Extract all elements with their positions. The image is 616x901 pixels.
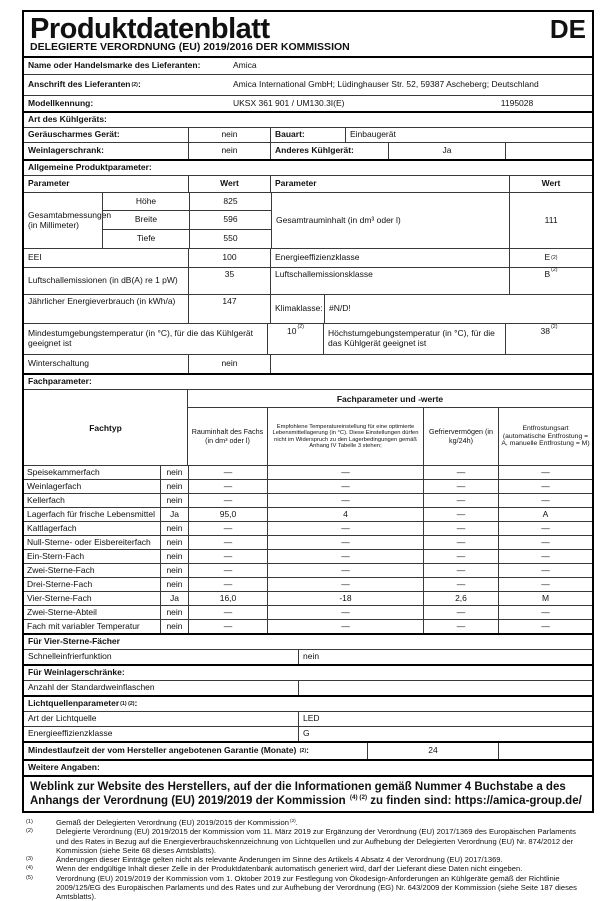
compartment-present: nein [160,606,188,619]
manufacturer-weblink: Weblink zur Website des Herstellers, auf der die Informationen gemäß Nummer 4 Buchstabe a des Anhangs der Verordnung (EU) 2019/2019 der Kommission $^{(4) (2)}$ zu finden sind: https://amica-group.de/ [24,775,592,811]
table-row [24,479,592,493]
fast-freeze-value: nein [298,650,592,664]
footnote [26,855,586,864]
table-row [24,577,592,591]
compartment-temp: -18 [267,592,423,605]
compartment-label: Speisekammerfach [27,466,100,477]
footnote [26,818,586,827]
winter-setting-row [24,354,592,373]
compartment-freeze: — [423,606,498,619]
ambient-temp-row [24,323,592,354]
compartment-present: Ja [160,508,188,521]
noise-label: Luftschallemissionen (in dB(A) re 1 pW) [28,275,178,286]
supplier-address-row [24,74,592,95]
compartment-present: nein [160,494,188,507]
min-temp-label: Mindestumgebungstemperatur (in °C), für die das Kühlgerät geeignet ist [28,328,253,348]
compartment-volume: — [188,578,267,591]
max-temp-value: 38 (2) [505,324,592,354]
page-title: Produktdatenblatt [30,13,270,45]
table-row [24,549,592,563]
table-row [24,563,592,577]
compartment-present: nein [160,550,188,563]
dimensions-block [24,192,592,248]
compartment-volume: — [188,466,267,479]
compartment-freeze: 2,6 [423,592,498,605]
dim-value: 825 [189,193,271,210]
noise-row [24,267,592,294]
compartment-volume: 16,0 [188,592,267,605]
compartment-label: Null-Sterne- oder Eisbereiterfach [27,536,151,547]
compartment-freeze: — [423,508,498,521]
wine-bottles-row [24,680,592,695]
col-defrost-type: Entfrostungsart (automatische Entfrostung = A, manuelle Entfrostung = M) [498,408,592,465]
eei-row [24,248,592,267]
climate-class-label: Klimaklasse: [270,295,324,323]
table-row [24,605,592,619]
compartment-freeze: — [423,550,498,563]
compartment-present: Ja [160,592,188,605]
col-value-left: Wert [188,176,270,192]
compartment-defrost: — [498,522,592,535]
compartment-freeze: — [423,620,498,633]
section-compartments-heading: Fachparameter: [24,373,592,389]
wine-bottles-label: Anzahl der Standardweinflaschen [28,682,155,693]
light-class-value: G [298,727,592,741]
compartment-temp: — [267,480,423,493]
footnote-text: Wenn der endgültige Inhalt dieser Zelle in der Produktdatenbank automatisch generiert wird, darf der Lieferant diese Daten nicht eingeben. [56,864,523,874]
col-compartment-volume: Rauminhalt des Fachs (in dm³ oder l) [191,427,264,445]
footnotes [26,818,586,901]
compartment-freeze: — [423,536,498,549]
annual-energy-label: Jährlicher Energieverbrauch (in kWh/a) [28,296,176,306]
compartment-present: nein [160,536,188,549]
compartment-defrost: M [498,592,592,605]
footnote-marker: (1) [26,819,33,826]
min-temp-value: 10 (2) [267,324,323,354]
annual-energy-row [24,294,592,323]
noise-class-value: B (2) [509,268,592,294]
supplier-name-label: Name oder Handelsmarke des Lieferanten: [28,60,201,71]
eei-value: 100 [188,249,270,267]
compartment-present: nein [160,480,188,493]
compartment-defrost: A [498,508,592,521]
low-noise-value: nein [188,128,270,142]
guarantee-label: Mindestlaufzeit der vom Hersteller angebotenen Garantie (Monate) (2) : [28,745,309,756]
col-compartment-type: Fachtyp [89,422,122,433]
compartment-freeze: — [423,466,498,479]
col-freezing-capacity: Gefriervermögen (in kg/24h) [423,408,498,465]
general-header-row [24,175,592,192]
compartment-label: Vier-Sterne-Fach [27,592,92,603]
col-parameter-right: Parameter [270,176,509,192]
compartment-temp: — [267,578,423,591]
compartment-temp: — [267,620,423,633]
supplier-name-row [24,56,592,74]
compartment-volume: 95,0 [188,508,267,521]
col-value-right: Wert [509,176,592,192]
compartment-defrost: — [498,466,592,479]
other-appliance-value: Ja [388,143,505,159]
wine-bottles-value [298,681,592,695]
table-row [24,493,592,507]
compartment-volume: — [188,494,267,507]
model-value: UKSX 361 901 / UM130.3I(E) [233,97,345,108]
dim-name: Höhe [135,195,157,206]
empty-cell [498,743,592,759]
empty-cell [270,355,592,373]
footnote-text: Änderungen dieser Einträge gelten nicht als relevante Änderungen im Sinne des Artikels 4 Absatz 4 der Verordnung (EU) 2017/1369. [56,855,503,865]
section-additional-heading: Weitere Angaben: [24,759,592,775]
table-row [24,465,592,479]
fast-freeze-row [24,649,592,664]
compartment-temp: — [267,466,423,479]
supplier-name-value: Amica [233,60,257,71]
footnote-marker: (5) [26,874,33,881]
fast-freeze-label: Schnelleinfrierfunktion [28,651,112,662]
section-general-heading: Allgemeine Produktparameter: [24,159,592,175]
wine-storage-label: Weinlagerschrank: [28,145,104,156]
section-type-heading: Art des Kühlgeräts: [24,111,592,127]
section-light-heading [24,695,592,711]
compartment-present: nein [160,620,188,633]
compartment-volume: — [188,564,267,577]
manufacturer-url[interactable]: https://amica-group.de/ [454,795,582,808]
compartment-present: nein [160,564,188,577]
col-group-header: Fachparameter und -werte [188,390,592,408]
dim-name: Tiefe [136,233,156,244]
footnote-text: Gemäß der Delegierten Verordnung (EU) 2019/2015 der Kommission$^{(2)}$. [56,817,298,828]
energy-class-value: E (2) [509,249,592,267]
design-label: Bauart: [270,128,345,142]
noise-class-label: Luftschallemissionsklasse [270,268,509,294]
winter-setting-label: Winterschaltung [28,358,89,369]
light-type-row [24,711,592,726]
design-value: Einbaugerät [345,128,592,142]
other-appliance-label: Anderes Kühlgerät: [270,143,388,159]
footnote-marker: (4) [26,865,33,872]
section-four-star-heading: Für Vier-Sterne-Fächer [24,633,592,649]
compartment-temp: — [267,522,423,535]
table-row [24,619,592,633]
footnote-ref: (2) [290,817,296,823]
compartment-defrost: — [498,606,592,619]
footnote [26,827,586,855]
light-type-value: LED [298,712,592,726]
compartment-defrost: — [498,536,592,549]
wine-storage-row [24,142,592,159]
compartment-freeze: — [423,480,498,493]
compartment-present: nein [160,578,188,591]
supplier-address-value: Amica International GmbH; Lüdinghauser Str. 52, 59387 Ascheberg; Deutschland [233,79,539,90]
low-noise-label: Geräuscharmes Gerät: [28,129,120,140]
dim-value: 596 [189,211,271,229]
footnote [26,864,586,873]
compartment-freeze: — [423,494,498,507]
supplier-address-label: Anschrift des Lieferanten (2) : [28,79,141,90]
total-volume-label: Gesamtrauminhalt (in dm³ oder l) [271,193,509,248]
compartment-label: Zwei-Sterne-Abteil [27,606,97,617]
footnote-text: Delegierte Verordnung (EU) 2019/2015 der Kommission vom 11. März 2019 zur Ergänzung der Verordnung (EU) 2017/1369 des Europäischen Parlaments und des Rates in Bezug auf die Energieverbrauchskennzeichnung von Lichtquellen und zur Aufhebung der Delegierten Verordnung (EU) Nr. 874/2012 der Kommission (siehe Seite 68 dieses Amtsblatts). [56,827,576,855]
model-number: 1195028 [500,97,534,108]
low-noise-row [24,127,592,142]
col-parameter-left: Parameter [28,178,70,189]
dim-name: Breite [134,214,158,225]
footnote-marker: (3) [26,856,33,863]
light-heading: Lichtquellenparameter (1) (2) : [28,698,138,709]
compartment-defrost: — [498,564,592,577]
noise-value: 35 [188,268,270,294]
footnote-text: Verordnung (EU) 2019/2019 der Kommission vom 1. Oktober 2019 zur Festlegung von Ökodesign-Anforderungen an Kühlgeräte gemäß der Richtlinie 2009/125/EG des Europäischen Parlaments und des Rates und zur Aufhebung der Verordnung (EG) Nr. 643/2009 der Kommission (siehe Seite 187 dieses Amtsblatts). [56,873,577,901]
table-row [24,521,592,535]
compartment-freeze: — [423,522,498,535]
compartment-defrost: — [498,578,592,591]
compartment-label: Ein-Stern-Fach [27,550,85,561]
eei-label: EEI [28,252,42,263]
compartment-freeze: — [423,564,498,577]
compartment-temp: — [267,550,423,563]
light-type-label: Art der Lichtquelle [28,713,97,724]
compartment-defrost: — [498,620,592,633]
compartment-defrost: — [498,480,592,493]
model-row [24,95,592,111]
compartment-temp: — [267,494,423,507]
compartment-volume: — [188,606,267,619]
table-row [24,591,592,605]
compartment-defrost: — [498,494,592,507]
compartment-label: Kellerfach [27,494,65,505]
energy-class-label: Energieeffizienzklasse [270,249,509,267]
col-recommended-temp: Empfohlene Temperatureinstellung für eine optimierte Lebensmittellagerung (in °C). Diese Einstellungen dürfen nicht im Widerspruch zu den Lagerbedingungen gemäß Anhang IV Tabelle 3 stehen; [267,408,423,465]
light-class-label: Energieeffizienzklasse [28,728,113,739]
compartment-defrost: — [498,550,592,563]
empty-cell [505,143,592,159]
winter-setting-value: nein [188,355,270,373]
compartment-present: nein [160,466,188,479]
compartment-label: Zwei-Sterne-Fach [27,564,95,575]
compartment-volume: — [188,480,267,493]
compartment-volume: — [188,522,267,535]
compartment-temp: — [267,606,423,619]
dim-value: 550 [189,230,271,248]
compartment-label: Weinlagerfach [27,480,82,491]
compartment-volume: — [188,550,267,563]
section-wine-heading: Für Weinlagerschränke: [24,664,592,680]
max-temp-label: Höchstumgebungstemperatur (in °C), für die das Kühlgerät geeignet ist [323,324,505,354]
compartment-freeze: — [423,578,498,591]
compartment-temp: — [267,536,423,549]
compartment-label: Drei-Sterne-Fach [27,578,93,589]
compartment-volume: — [188,536,267,549]
compartment-label: Fach mit variabler Temperatur [27,620,140,631]
page-subtitle: DELEGIERTE VERORDNUNG (EU) 2019/2016 DER KOMMISSION [30,41,350,53]
light-class-row [24,726,592,741]
model-label: Modellkennung: [28,97,94,108]
product-datasheet [22,10,594,813]
compartments-table-header [24,389,592,465]
table-row [24,535,592,549]
climate-class-value: #N/D! [324,295,592,323]
guarantee-value: 24 [367,743,498,759]
compartment-volume: — [188,620,267,633]
compartment-temp: 4 [267,508,423,521]
compartment-label: Kaltlagerfach [27,522,77,533]
annual-energy-value: 147 [188,295,270,323]
footnote-ref: (4) (2) [349,794,368,802]
language-code: DE [549,14,586,44]
footnote-marker: (2) [26,828,33,835]
total-volume-value: 111 [509,193,592,248]
table-row [24,507,592,521]
compartments-table-body [24,465,592,633]
compartment-label: Lagerfach für frische Lebensmittel [27,508,156,519]
compartment-temp: — [267,564,423,577]
wine-storage-value: nein [188,143,270,159]
footnote [26,874,586,901]
guarantee-row [24,741,592,759]
dimensions-label: Gesamtabmessungen (in Millimeter) [28,209,112,230]
compartment-present: nein [160,522,188,535]
